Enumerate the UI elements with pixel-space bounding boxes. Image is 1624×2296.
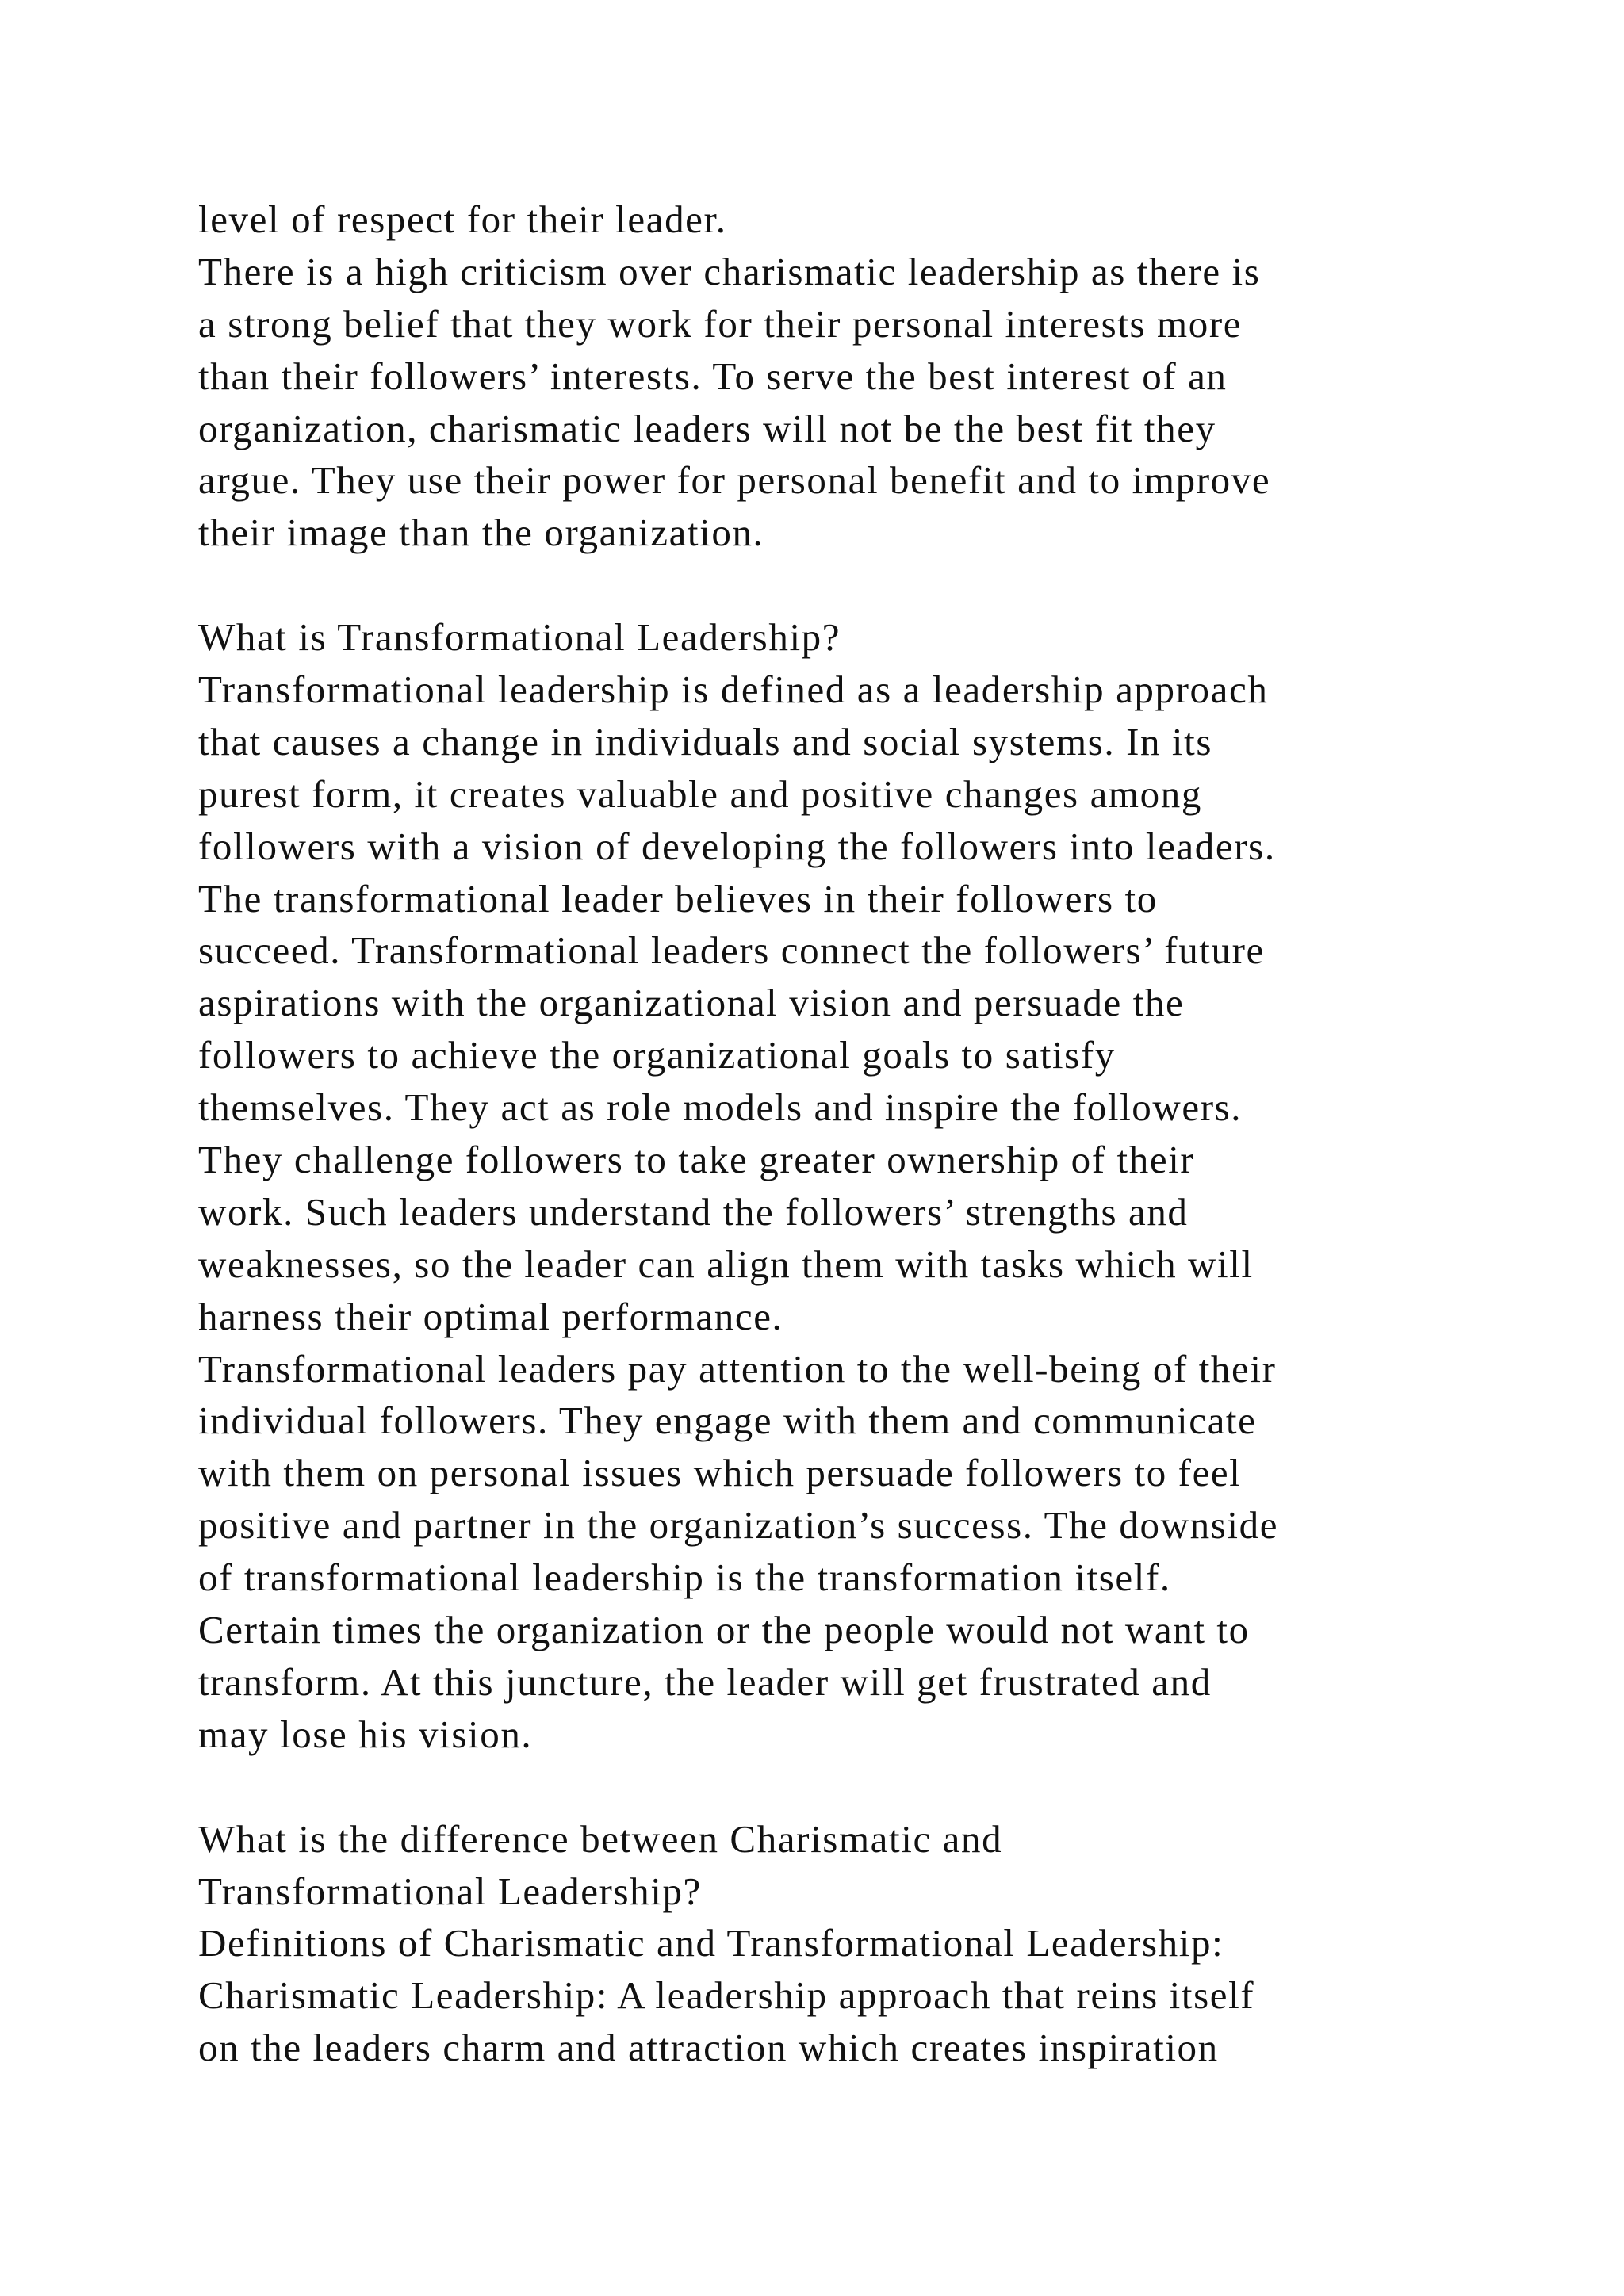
- text-line: than their followers’ interests. To serve the best interest of an: [198, 354, 1228, 398]
- text-line: They challenge followers to take greater ownership of their: [198, 1138, 1195, 1182]
- text-line: individual followers. They engage with them and communicate: [198, 1399, 1257, 1443]
- text-line: Certain times the organization or the people would not want to: [198, 1608, 1250, 1652]
- section-heading: What is Transformational Leadership?: [198, 615, 841, 660]
- text-line: organization, charismatic leaders will not be the best fit they: [198, 406, 1216, 450]
- text-line: their image than the organization.: [198, 511, 764, 555]
- text-line: that causes a change in individuals and social systems. In its: [198, 719, 1213, 763]
- text-line: of transformational leadership is the transformation itself.: [198, 1556, 1171, 1600]
- text-line: The transformational leader believes in their followers to: [198, 876, 1158, 920]
- text-line: succeed. Transformational leaders connect the followers’ future: [198, 928, 1265, 973]
- section-heading: What is the difference between Charismatic and: [198, 1816, 1003, 1861]
- text-line: Definitions of Charismatic and Transformational Leadership:: [198, 1921, 1224, 1965]
- text-line: Transformational leadership is defined as a leadership approach: [198, 668, 1269, 712]
- text-line: level of respect for their leader.: [198, 197, 727, 241]
- text-line: themselves. They act as role models and inspire the followers.: [198, 1085, 1243, 1130]
- blank-line: [198, 1761, 1618, 1813]
- document-body: [198, 193, 1618, 2074]
- blank-line: [198, 559, 1618, 611]
- text-line: There is a high criticism over charismatic leadership as there is: [198, 249, 1261, 293]
- text-line: may lose his vision.: [198, 1712, 533, 1756]
- text-line: a strong belief that they work for their personal interests more: [198, 301, 1243, 346]
- text-line: Charismatic Leadership: A leadership approach that reins itself: [198, 1973, 1255, 2018]
- text-line: positive and partner in the organization’s success. The downside: [198, 1503, 1279, 1548]
- text-line: on the leaders charm and attraction which creates inspiration: [198, 2026, 1219, 2070]
- text-line: transform. At this juncture, the leader will get frustrated and: [198, 1659, 1212, 1704]
- text-line: with them on personal issues which persuade followers to feel: [198, 1451, 1242, 1495]
- text-line: followers to achieve the organizational goals to satisfy: [198, 1033, 1116, 1077]
- text-line: weaknesses, so the leader can align them with tasks which will: [198, 1242, 1254, 1286]
- text-line: work. Such leaders understand the followers’ strengths and: [198, 1189, 1189, 1234]
- section-heading: Transformational Leadership?: [198, 1869, 702, 1913]
- text-line: aspirations with the organizational vision and persuade the: [198, 981, 1185, 1025]
- text-line: Transformational leaders pay attention to the well-being of their: [198, 1346, 1277, 1391]
- text-line: harness their optimal performance.: [198, 1294, 783, 1338]
- text-line: argue. They use their power for personal benefit and to improve: [198, 458, 1271, 503]
- text-line: purest form, it creates valuable and positive changes among: [198, 771, 1202, 816]
- text-line: followers with a vision of developing the followers into leaders.: [198, 824, 1276, 868]
